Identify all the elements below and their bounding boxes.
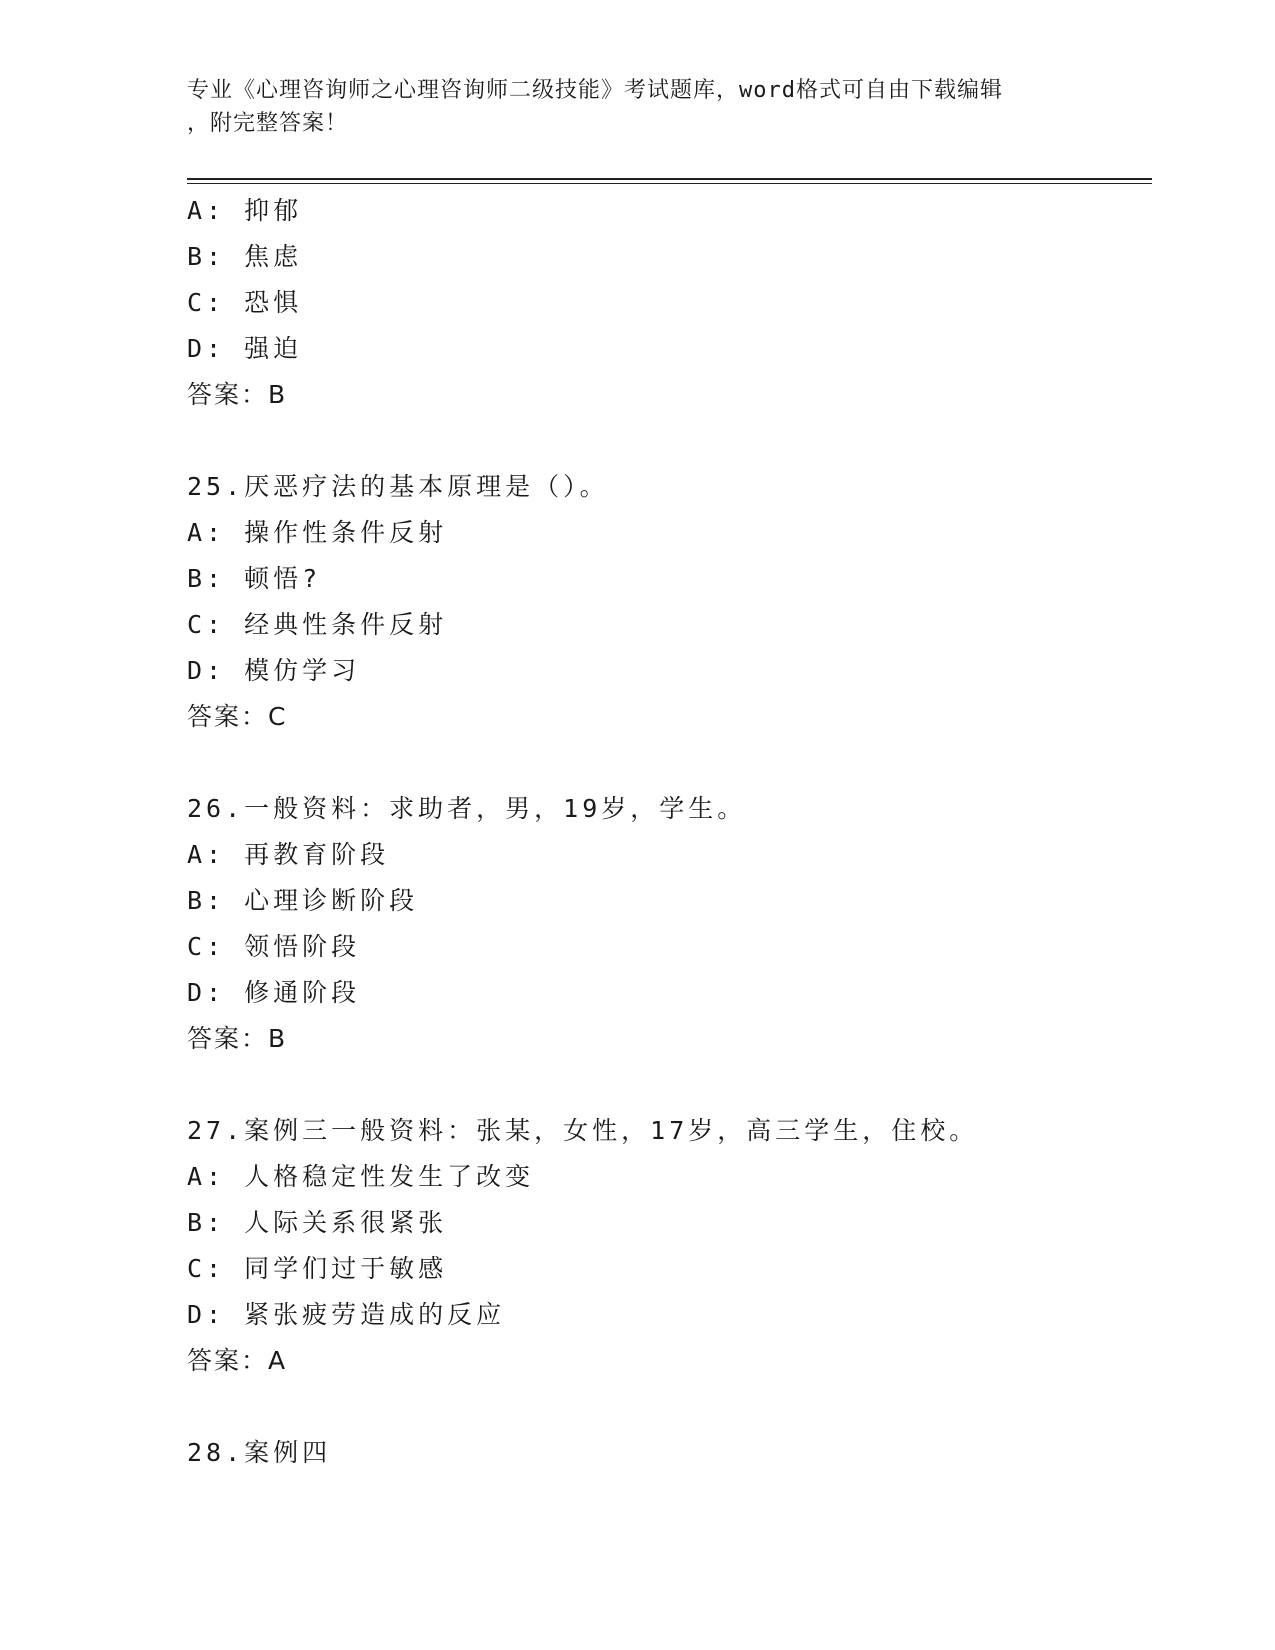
question-block-26 bbox=[187, 786, 1152, 1062]
option-d: D: 强迫 bbox=[187, 334, 303, 363]
question-text: 26.一般资料：求助者，男，19岁，学生。 bbox=[187, 794, 747, 823]
option-a: A: 抑郁 bbox=[187, 196, 303, 225]
answer: 答案：A bbox=[187, 1346, 288, 1375]
option-c: C: 领悟阶段 bbox=[187, 932, 361, 961]
option-b: B: 焦虑 bbox=[187, 242, 303, 271]
option-b: B: 人际关系很紧张 bbox=[187, 1208, 448, 1237]
option-a: A: 再教育阶段 bbox=[187, 840, 390, 869]
option-c: C: 经典性条件反射 bbox=[187, 610, 448, 639]
question-block-28 bbox=[187, 1430, 1152, 1476]
option-b: B: 心理诊断阶段 bbox=[187, 886, 419, 915]
answer: 答案：C bbox=[187, 702, 288, 731]
header-divider-thin bbox=[187, 183, 1152, 184]
document-header bbox=[187, 74, 1087, 140]
question-text: 25.厌恶疗法的基本原理是（）。 bbox=[187, 472, 609, 501]
option-a: A: 操作性条件反射 bbox=[187, 518, 448, 547]
option-d: D: 模仿学习 bbox=[187, 656, 361, 685]
option-c: C: 同学们过于敏感 bbox=[187, 1254, 448, 1283]
answer: 答案：B bbox=[187, 1024, 288, 1053]
option-d: D: 修通阶段 bbox=[187, 978, 361, 1007]
header-divider-thick bbox=[187, 178, 1152, 180]
header-line-1: 专业《心理咨询师之心理咨询师二级技能》考试题库，word格式可自由下载编辑 bbox=[187, 78, 1003, 103]
option-d: D: 紧张疲劳造成的反应 bbox=[187, 1300, 506, 1329]
question-block-25 bbox=[187, 464, 1152, 740]
option-c: C: 恐惧 bbox=[187, 288, 303, 317]
question-text: 28.案例四 bbox=[187, 1438, 332, 1467]
question-block-27 bbox=[187, 1108, 1152, 1384]
question-text: 27.案例三一般资料：张某，女性，17岁，高三学生，住校。 bbox=[187, 1116, 979, 1145]
question-block-24 bbox=[187, 188, 1152, 418]
option-a: A: 人格稳定性发生了改变 bbox=[187, 1162, 535, 1191]
question-list bbox=[187, 188, 1152, 1476]
answer: 答案：B bbox=[187, 380, 288, 409]
option-b: B: 顿悟? bbox=[187, 564, 322, 593]
header-line-2: ，附完整答案！ bbox=[187, 111, 349, 136]
